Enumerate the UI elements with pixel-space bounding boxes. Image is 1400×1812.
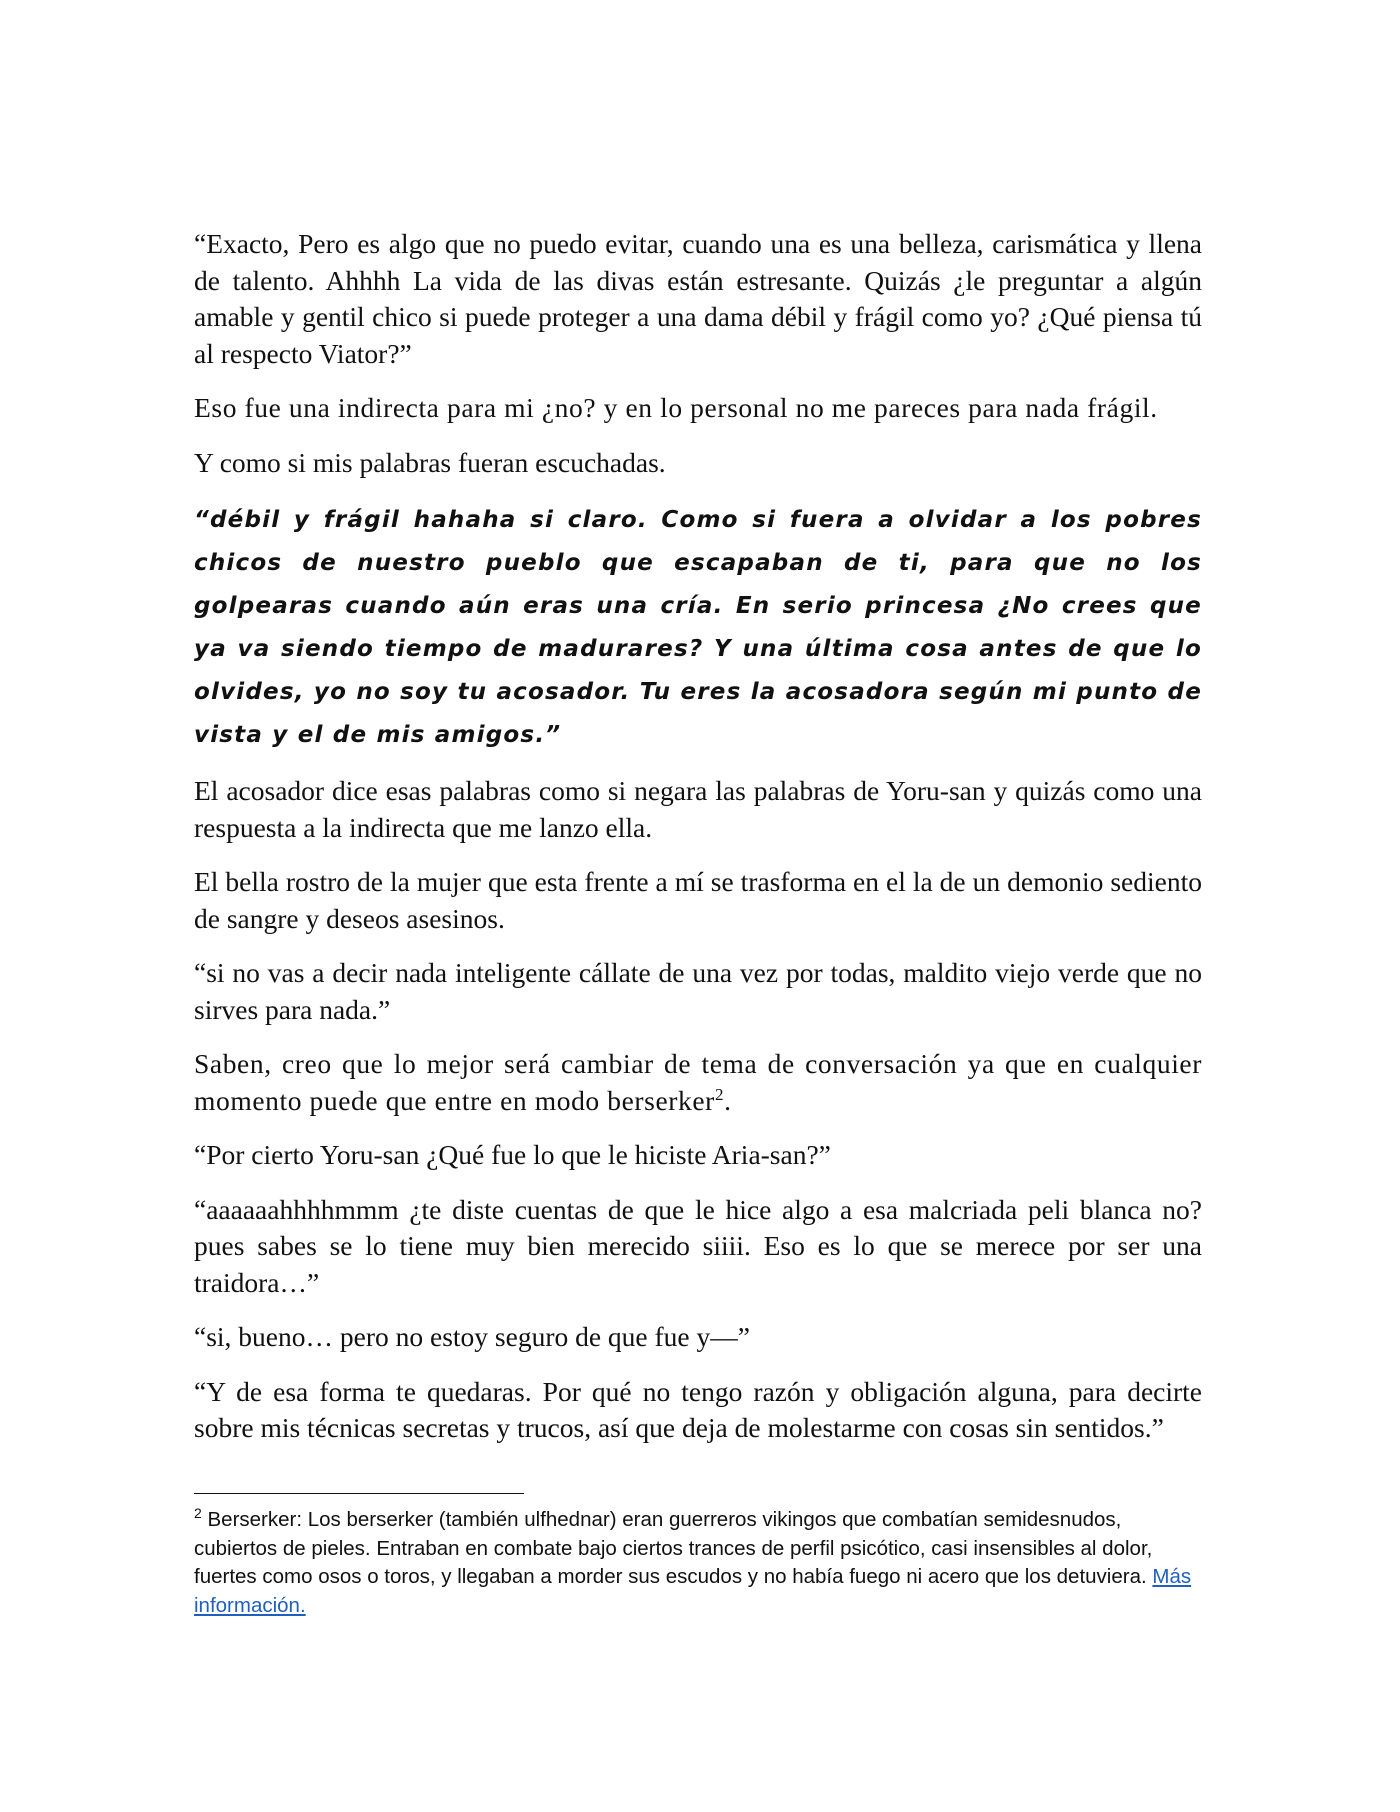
paragraph-12: “Y de esa forma te quedaras. Por qué no tengo razón y obligación alguna, para decirte sobre mis técnicas secretas y trucos, así que deja de molestarme con cosas sin sentidos.”: [194, 1375, 1202, 1443]
paragraph-6: El bella rostro de la mujer que esta frente a mí se trasforma en el la de un demonio sediento de sangre y deseos asesinos.: [194, 866, 1202, 934]
stylized-dialogue-paragraph: “débil y frágil hahaha si claro. Como si fuera a olvidar a los pobres chicos de nuestro pueblo que escapaban de ti, para que no los golpearas cuando aún eras una cría. En serio princesa ¿No crees que ya va siendo tiempo de madurares? Y una última cosa antes de que lo olvides, yo no soy tu acosador. Tu eres la acosadora según mi punto de vista y el de mis amigos.”: [194, 507, 1202, 748]
paragraph-5: El acosador dice esas palabras como si negara las palabras de Yoru-san y quizás como una respuesta a la indirecta que me lanzo ella.: [194, 775, 1202, 843]
paragraph-8-text: Saben, creo que lo mejor será cambiar de tema de conversación ya que en cualquier momento puede que entre en modo berserker: [194, 1048, 1202, 1116]
body-text: [194, 226, 1202, 1465]
paragraph-7: “si no vas a decir nada inteligente cállate de una vez por todas, maldito viejo verde que no sirves para nada.”: [194, 957, 1202, 1025]
footnote-text: Berserker: Los berserker (también ulfhednar) eran guerreros vikingos que combatían semidesnudos, cubiertos de pieles. Entraban en combate bajo ciertos trances de perfil psicótico, casi insensibles al dolor, fuertes como osos o toros, y llegaban a morder sus escudos y no había fuego ni acero que los detuviera.: [194, 1508, 1153, 1588]
paragraph-3: Y como si mis palabras fueran escuchadas.: [194, 446, 666, 478]
paragraph-1: “Exacto, Pero es algo que no puedo evitar, cuando una es una belleza, carismática y llena de talento. Ahhhh La vida de las divas están estresante. Quizás ¿le preguntar a algún amable y gentil chico si puede proteger a una dama débil y frágil como yo? ¿Qué piensa tú al respecto Viator?”: [194, 228, 1202, 369]
footnote-separator: [194, 1493, 524, 1494]
more-info-link[interactable]: Más información.: [194, 1565, 1192, 1617]
paragraph-10: “aaaaaahhhhmmm ¿te diste cuentas de que le hice algo a esa malcriada peli blanca no? pues sabes se lo tiene muy bien merecido siiii. Eso es lo que se merece por ser una traidora…”: [194, 1193, 1202, 1298]
paragraph-8: [194, 1046, 1202, 1119]
paragraph-9: “Por cierto Yoru-san ¿Qué fue lo que le hiciste Aria-san?”: [194, 1139, 831, 1170]
paragraph-2: Eso fue una indirecta para mi ¿no? y en lo personal no me pareces para nada frágil.: [194, 392, 1158, 423]
paragraph-11: “si, bueno… pero no estoy seguro de que fue y—”: [194, 1321, 750, 1352]
footnote-number: 2: [194, 1505, 202, 1522]
footnote: [194, 1506, 1202, 1620]
footnote-reference[interactable]: 2: [714, 1084, 725, 1104]
paragraph-8-period: .: [724, 1084, 732, 1116]
